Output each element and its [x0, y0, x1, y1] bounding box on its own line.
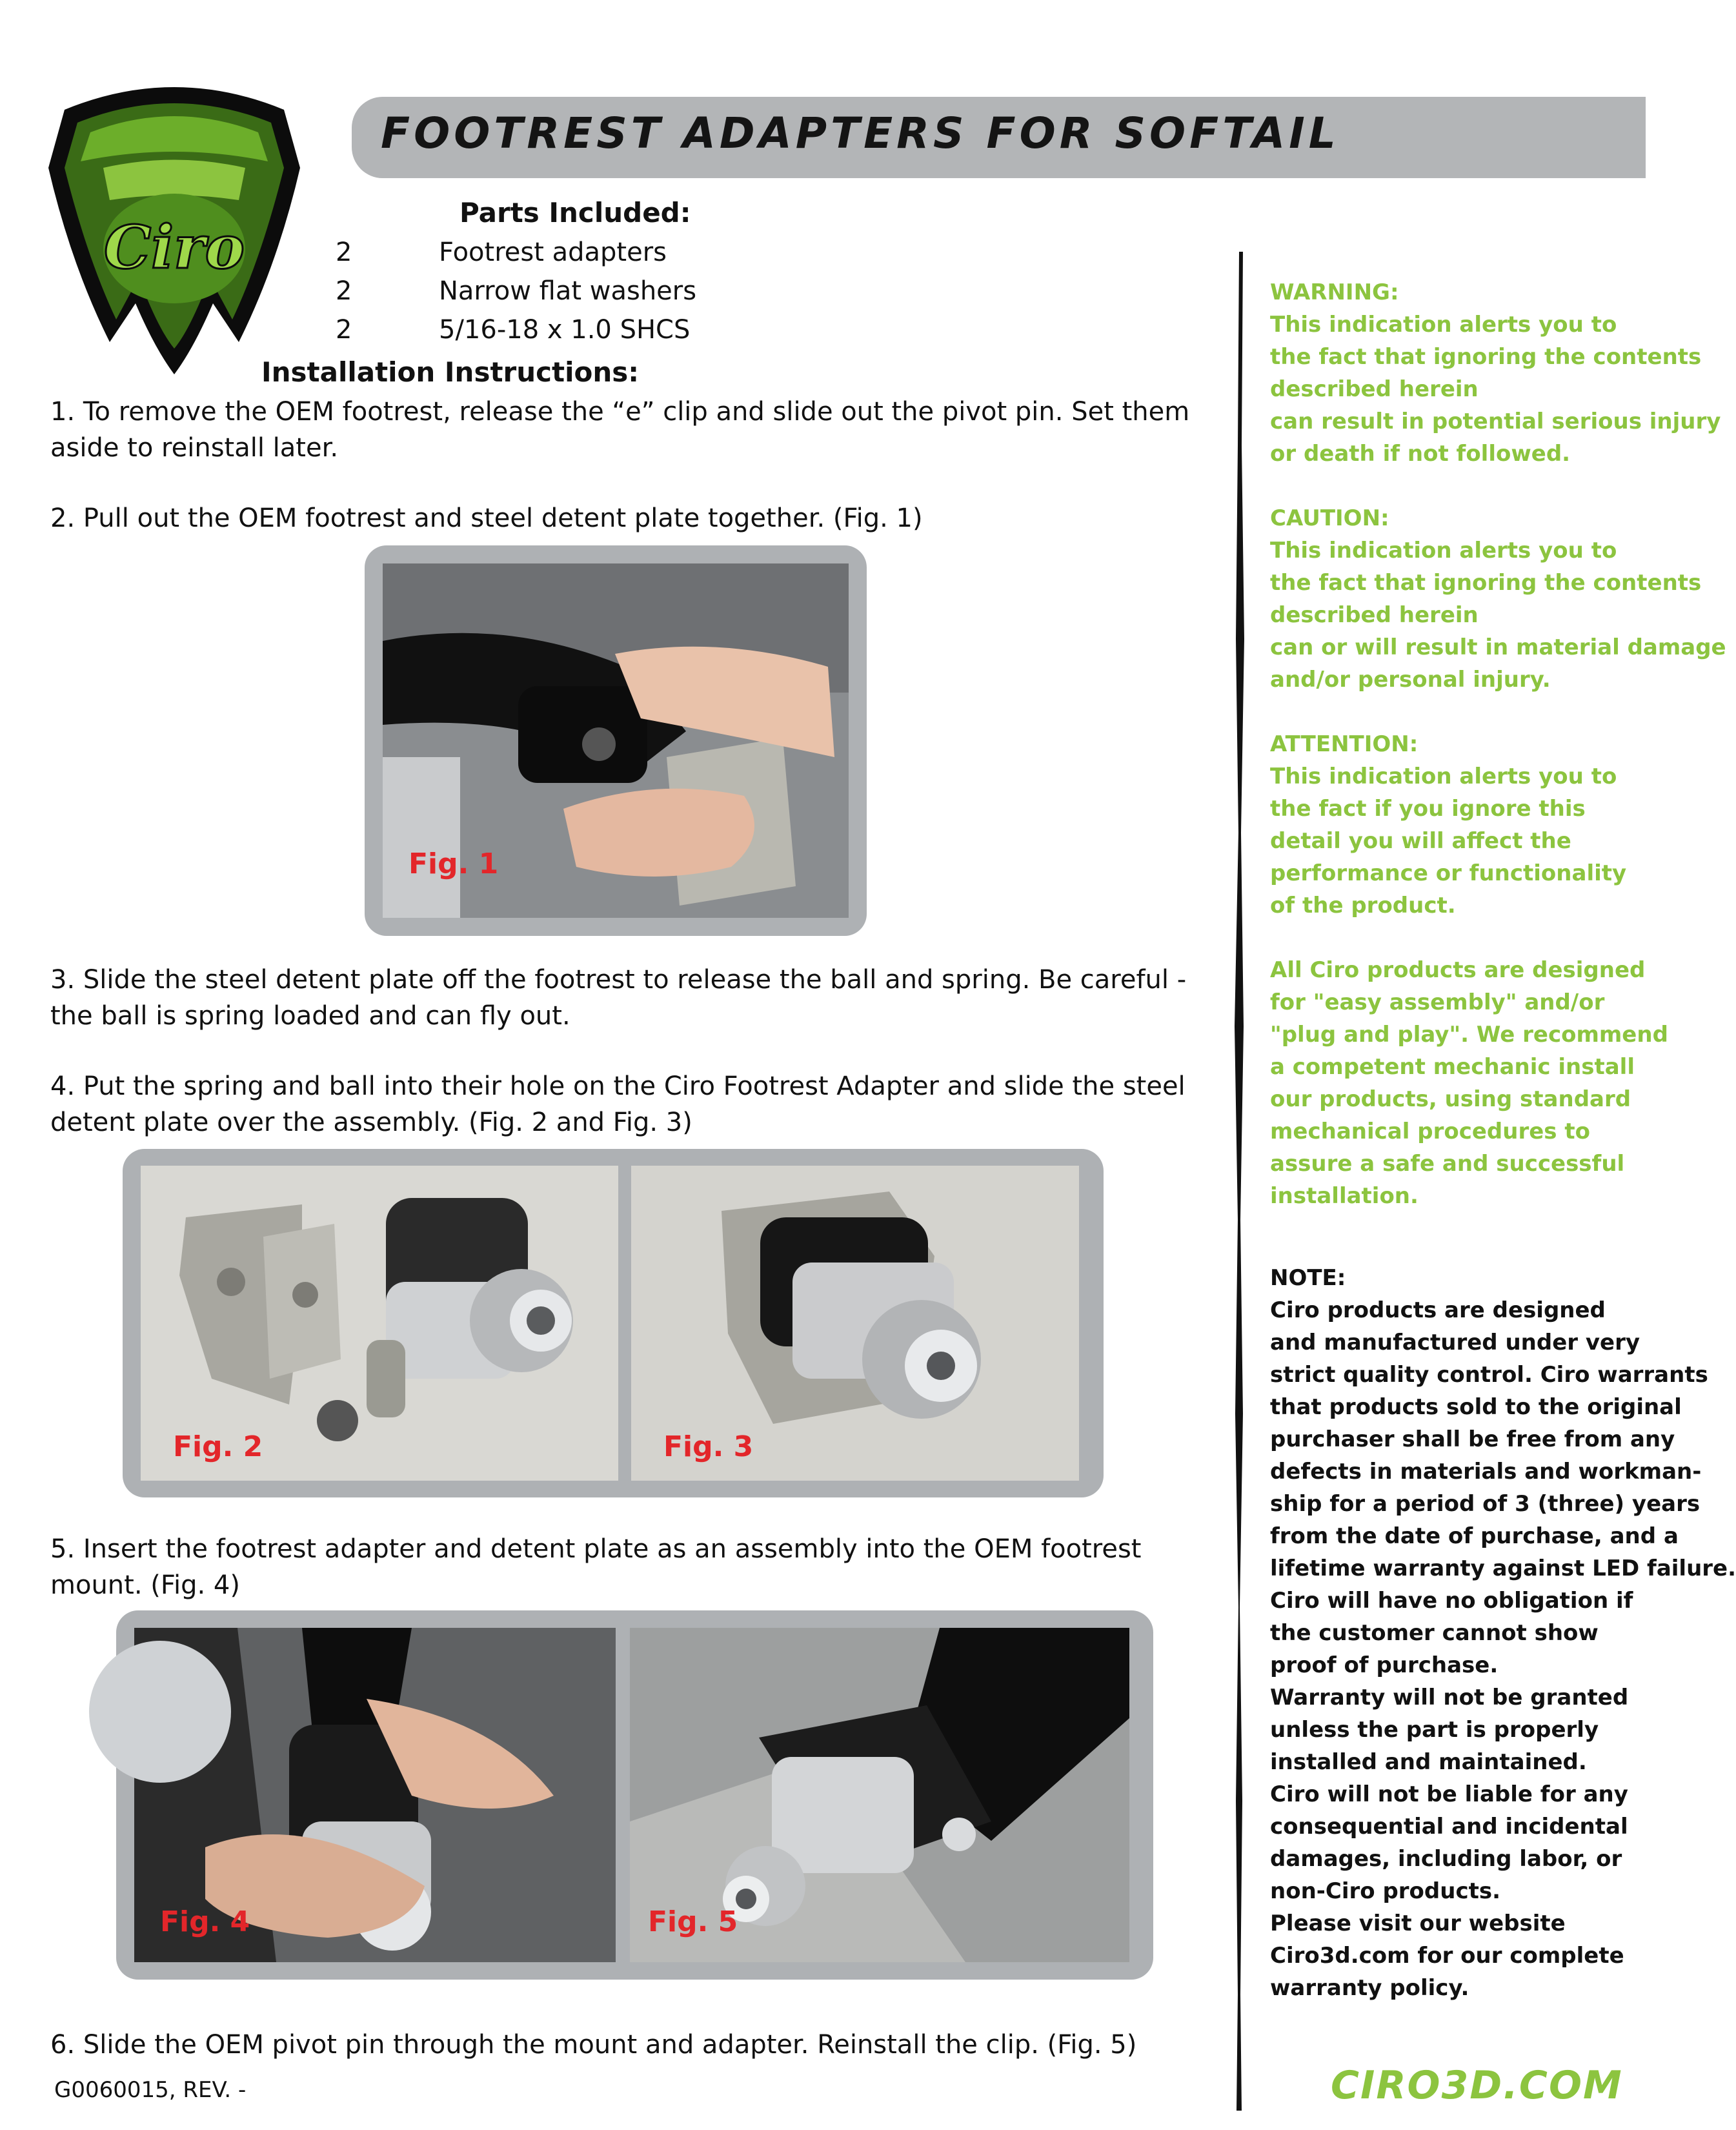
note-line: Ciro will have no obligation if [1270, 1588, 1633, 1614]
warning-line: described herein [1270, 376, 1479, 402]
assembly-line: for "easy assembly" and/or [1270, 989, 1605, 1015]
attention-line: ATTENTION: [1270, 731, 1418, 757]
note-line: Ciro products are designed [1270, 1297, 1606, 1323]
instruction-step-4: 4. Put the spring and ball into their hole on the Ciro Footrest Adapter and slide the steel detent plate over the assembly. (Fig. 2 and Fig. 3) [50, 1071, 1186, 1137]
note-line: from the date of purchase, and a [1270, 1523, 1679, 1549]
warning-line: can result in potential serious injury [1270, 409, 1721, 434]
note-line: strict quality control. Ciro warrants [1270, 1362, 1708, 1388]
instruction-step-5: 5. Insert the footrest adapter and detent plate as an assembly into the OEM footrest mount. (Fig. 4) [50, 1534, 1142, 1600]
figure-3-photo [631, 1166, 1079, 1481]
instruction-step-1: 1. To remove the OEM footrest, release the “e” clip and slide out the pivot pin. Set them aside to reinstall later. [50, 397, 1190, 463]
caution-line: CAUTION: [1270, 505, 1389, 531]
note-line: damages, including labor, or [1270, 1846, 1622, 1872]
note-line: consequential and incidental [1270, 1814, 1628, 1840]
caution-line: the fact that ignoring the contents [1270, 570, 1702, 596]
note-line: proof of purchase. [1270, 1652, 1499, 1678]
warning-block [1270, 276, 1721, 470]
attention-line: of the product. [1270, 893, 1456, 918]
attention-block [1270, 728, 1631, 922]
figure-5-photo [630, 1628, 1129, 1962]
assembly-line: "plug and play". We recommend [1270, 1022, 1668, 1048]
parts-qty: 2 [336, 238, 352, 267]
attention-line: the fact if you ignore this [1270, 796, 1586, 822]
caution-line: can or will result in material damage [1270, 634, 1726, 660]
assembly-line: assure a safe and successful [1270, 1151, 1625, 1177]
note-line: ship for a period of 3 (three) years [1270, 1491, 1701, 1517]
note-line: NOTE: [1270, 1265, 1346, 1291]
instruction-step-3: 3. Slide the steel detent plate off the footrest to release the ball and spring. Be careful - the ball is spring loaded and can fly out. [50, 965, 1187, 1031]
parts-item [336, 276, 696, 306]
instructions-heading: Installation Instructions: [261, 356, 640, 388]
note-line: purchaser shall be free from any [1270, 1426, 1675, 1452]
figure-2-label: Fig. 2 [173, 1430, 263, 1463]
assembly-line: a competent mechanic install [1270, 1054, 1635, 1080]
instruction-step-2: 2. Pull out the OEM footrest and steel detent plate together. (Fig. 1) [50, 503, 923, 533]
figure-1-photo [383, 563, 849, 918]
assembly-line: installation. [1270, 1183, 1418, 1209]
logo-text: Ciro [103, 212, 245, 282]
figure-5-label: Fig. 5 [648, 1905, 738, 1938]
attention-line: detail you will affect the [1270, 828, 1571, 854]
note-line: and manufactured under very [1270, 1330, 1640, 1355]
note-line: non-Ciro products. [1270, 1878, 1501, 1904]
attention-line: performance or functionality [1270, 860, 1627, 886]
warning-line: the fact that ignoring the contents [1270, 344, 1702, 370]
figure-4-label: Fig. 4 [160, 1905, 250, 1938]
parts-qty: 2 [336, 276, 352, 306]
note-block [1270, 1262, 1736, 2004]
assembly-line: All Ciro products are designed [1270, 957, 1646, 983]
parts-heading: Parts Included: [459, 197, 691, 228]
note-line: Please visit our website [1270, 1911, 1566, 1936]
caution-line: This indication alerts you to [1270, 538, 1617, 563]
note-line: defects in materials and workman- [1270, 1459, 1702, 1485]
caution-block [1270, 502, 1726, 696]
parts-item [336, 315, 690, 345]
caution-line: described herein [1270, 602, 1479, 628]
note-line: unless the part is properly [1270, 1717, 1599, 1743]
warning-line: This indication alerts you to [1270, 312, 1617, 338]
website-logo[interactable]: CIRO3D.COM [1331, 2063, 1623, 2108]
assembly-block [1270, 954, 1668, 1212]
vertical-divider [1233, 252, 1248, 2111]
document-id: G0060015, REV. - [54, 2077, 247, 2103]
attention-line: This indication alerts you to [1270, 764, 1617, 789]
figure-2-photo [141, 1166, 618, 1481]
page-title: FOOTREST ADAPTERS FOR SOFTAIL [381, 108, 1340, 158]
parts-qty: 2 [336, 315, 352, 345]
figure-1-label: Fig. 1 [409, 847, 499, 880]
warning-line: or death if not followed. [1270, 441, 1571, 467]
note-line: Ciro will not be liable for any [1270, 1781, 1628, 1807]
note-line: installed and maintained. [1270, 1749, 1587, 1775]
parts-item [336, 238, 667, 267]
caution-line: and/or personal injury. [1270, 667, 1551, 693]
parts-name: Footrest adapters [439, 238, 667, 267]
warning-line: WARNING: [1270, 279, 1399, 305]
assembly-line: our products, using standard [1270, 1086, 1631, 1112]
note-line: warranty policy. [1270, 1975, 1469, 2001]
note-line: the customer cannot show [1270, 1620, 1599, 1646]
ciro-logo [45, 71, 303, 374]
assembly-line: mechanical procedures to [1270, 1119, 1590, 1144]
figure-4-photo [134, 1628, 616, 1962]
note-line: Warranty will not be granted [1270, 1685, 1629, 1710]
figure-3-label: Fig. 3 [663, 1430, 754, 1463]
note-line: lifetime warranty against LED failure. [1270, 1556, 1736, 1581]
parts-name: Narrow flat washers [439, 276, 697, 306]
instruction-step-6: 6. Slide the OEM pivot pin through the mount and adapter. Reinstall the clip. (Fig. 5) [50, 2030, 1137, 2060]
note-line: Ciro3d.com for our complete [1270, 1943, 1624, 1969]
parts-name: 5/16-18 x 1.0 SHCS [439, 315, 691, 345]
note-line: that products sold to the original [1270, 1394, 1682, 1420]
